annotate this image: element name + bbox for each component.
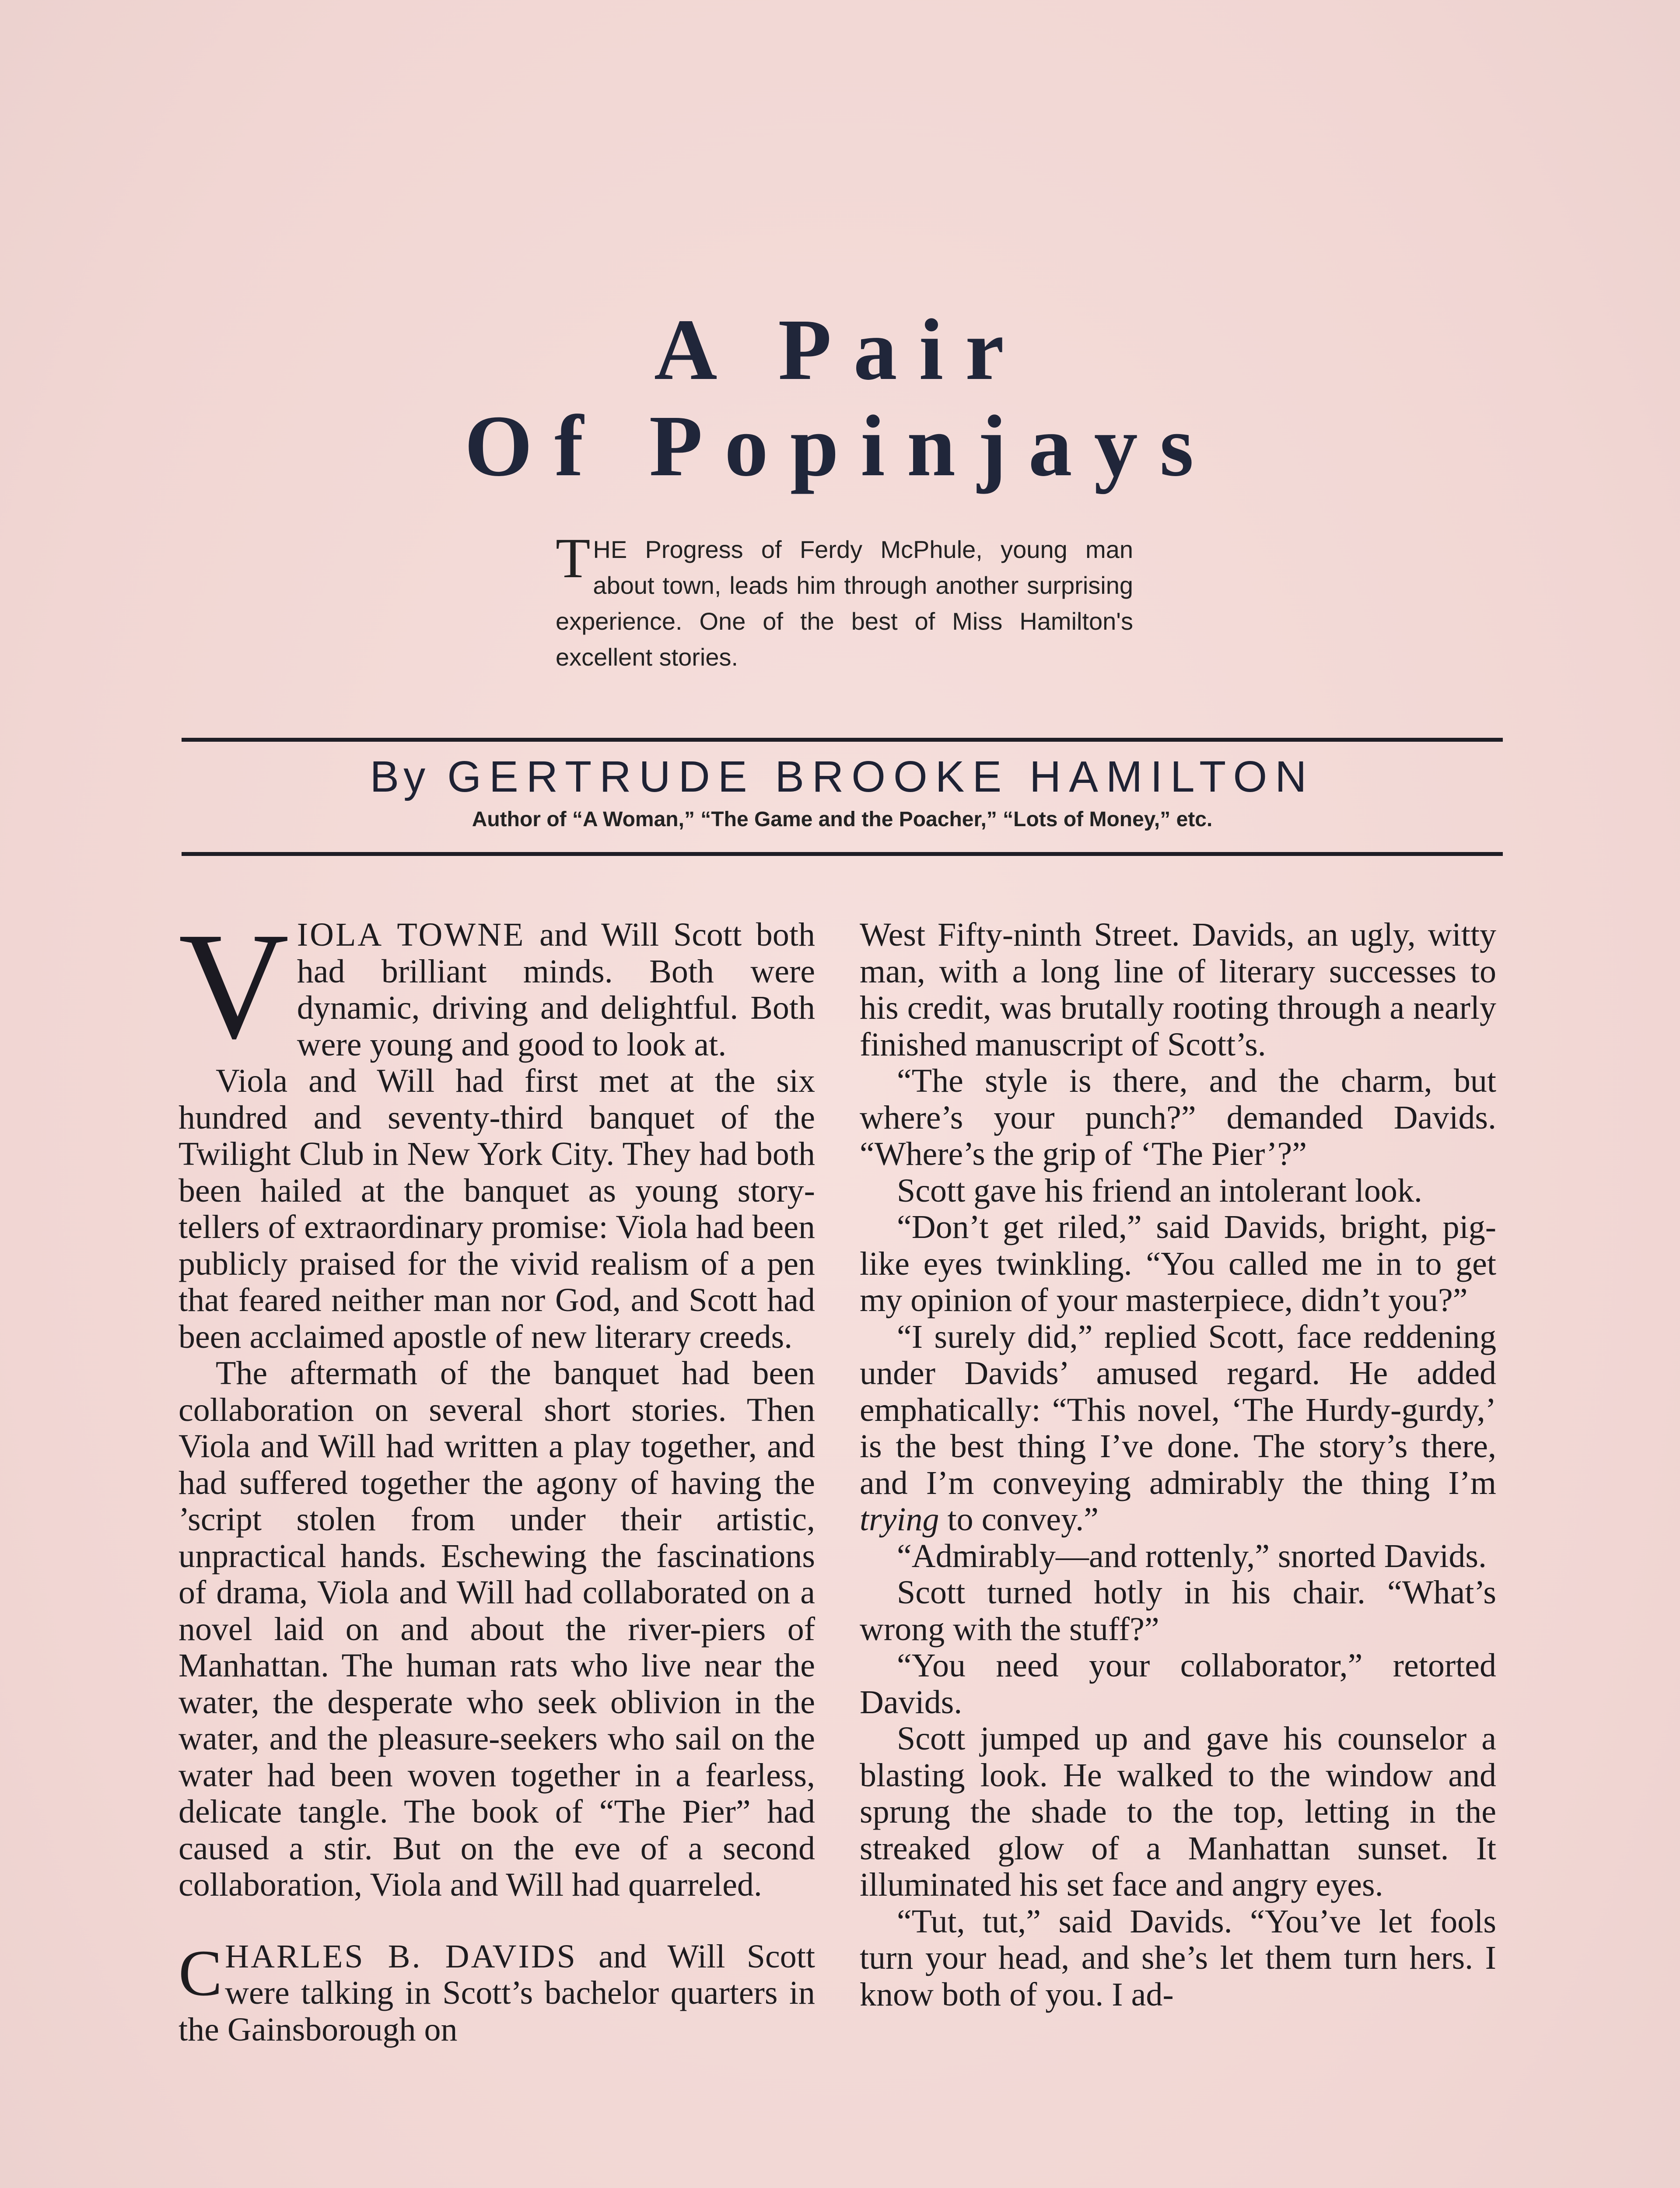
paragraph: West Fifty-ninth Street. Davids, an ugly, witty man, with a long line of literary successes to his credit, was brutally rooting through a nearly finished manuscript of Scott’s.: [860, 916, 1496, 1063]
intro-text: HE Progress of Ferdy McPhule, young man about town, leads him through another surprising experience. One of the best of Miss Hamilton's excellent stories.: [556, 536, 1133, 671]
paragraph: [178, 1936, 815, 2048]
paragraph: The aftermath of the banquet had been collaboration on several short stories. Then Viola and Will had written a play together, and had suffered together the agony of having the ’script stolen from under their artistic, unpractical hands. Eschewing the fascinations of drama, Viola and Will had collaborated on a novel laid on and about the river-piers of Manhattan. The human rats who live near the water, the desperate who seek oblivion in the water, and the pleasure-seekers who sail on the water had been woven together in a fearless, delicate tangle. The book of “The Pier” had caused a stir. But on the eve of a second collaboration, Viola and Will had quarreled.: [178, 1355, 815, 1903]
paragraph: Scott gave his friend an intolerant look.: [897, 1172, 1422, 1209]
paragraph: “The style is there, and the charm, but where’s your punch?” demanded Davids. “Where’s the grip of ‘The Pier’?”: [860, 1062, 1496, 1172]
paragraph: [178, 901, 815, 1070]
paragraph: “You need your collaborator,” retorted Davids.: [860, 1647, 1496, 1721]
paragraph: Scott jumped up and gave his counselor a blasting look. He walked to the window and sprung the shade to the top, letting in the streaked glow of a Manhattan sunset. It illuminated his set face and angry eyes.: [860, 1720, 1496, 1903]
paragraph: “Admirably—and rottenly,” snorted Davids.: [897, 1537, 1487, 1574]
dropcap-v: V: [178, 901, 289, 1070]
intro-dropcap: T: [556, 527, 591, 590]
byline-rule-top: [182, 738, 1503, 742]
paragraph: Scott turned hotly in his chair. “What’s wrong with the stuff?”: [860, 1574, 1496, 1648]
paragraph-text: to convey.”: [939, 1501, 1099, 1538]
author-name: GERTRUDE BROOKE HAMILTON: [447, 752, 1315, 801]
dropcap-c: C: [178, 1936, 223, 2009]
paragraph-text: and Will Scott were talking in Scott’s bachelor quarters in the Gainsborough on: [178, 1938, 815, 2048]
paragraph: “Tut, tut,” said Davids. “You’ve let fools turn your head, and she’s let them turn hers. I know both of you. I ad-: [860, 1903, 1496, 2013]
text-column-right: [860, 917, 1496, 2013]
paragraph-text: and Will Scott both had brilliant minds. Both were dynamic, driving and delightful. Both were young and good to look at.: [297, 916, 815, 1063]
author-credits: Author of “A Woman,” “The Game and the Poacher,” “Lots of Money,” etc.: [472, 808, 1213, 831]
story-title-line-2: Of Popinjays: [464, 398, 1216, 494]
paragraph: [860, 1319, 1496, 1538]
paragraph-text: “I surely did,” replied Scott, face reddening under Davids’ amused regard. He added emphatically: “This novel, ‘The Hurdy-gurdy,’ is the best thing I’ve done. The story’s there, and I’m conveying admirably the thing I’m: [860, 1318, 1496, 1501]
byline-rule-bottom: [182, 852, 1503, 856]
paragraph: “Don’t get riled,” said Davids, bright, pig-like eyes twinkling. “You called me in to get my opinion of your masterpiece, didn’t you?”: [860, 1209, 1496, 1318]
story-intro-blurb: [556, 527, 1133, 675]
emphasis: trying: [860, 1501, 939, 1538]
byline-by: By: [370, 752, 430, 801]
byline: [182, 750, 1503, 803]
lead-in: IOLA TOWNE: [297, 916, 525, 953]
lead-in: HARLES B. DAVIDS: [225, 1938, 577, 1975]
story-title-line-1: A Pair: [654, 302, 1026, 398]
text-column-left: [178, 901, 815, 2048]
paragraph: Viola and Will had first met at the six hundred and seventy-third banquet of the Twilight Club in New York City. They had both been hailed at the banquet as young story-tellers of extraordinary promise: Viola had been publicly praised for the vivid realism of a pen that feared neither man nor God, and Scott had been acclaimed apostle of new literary creeds.: [178, 1062, 815, 1355]
